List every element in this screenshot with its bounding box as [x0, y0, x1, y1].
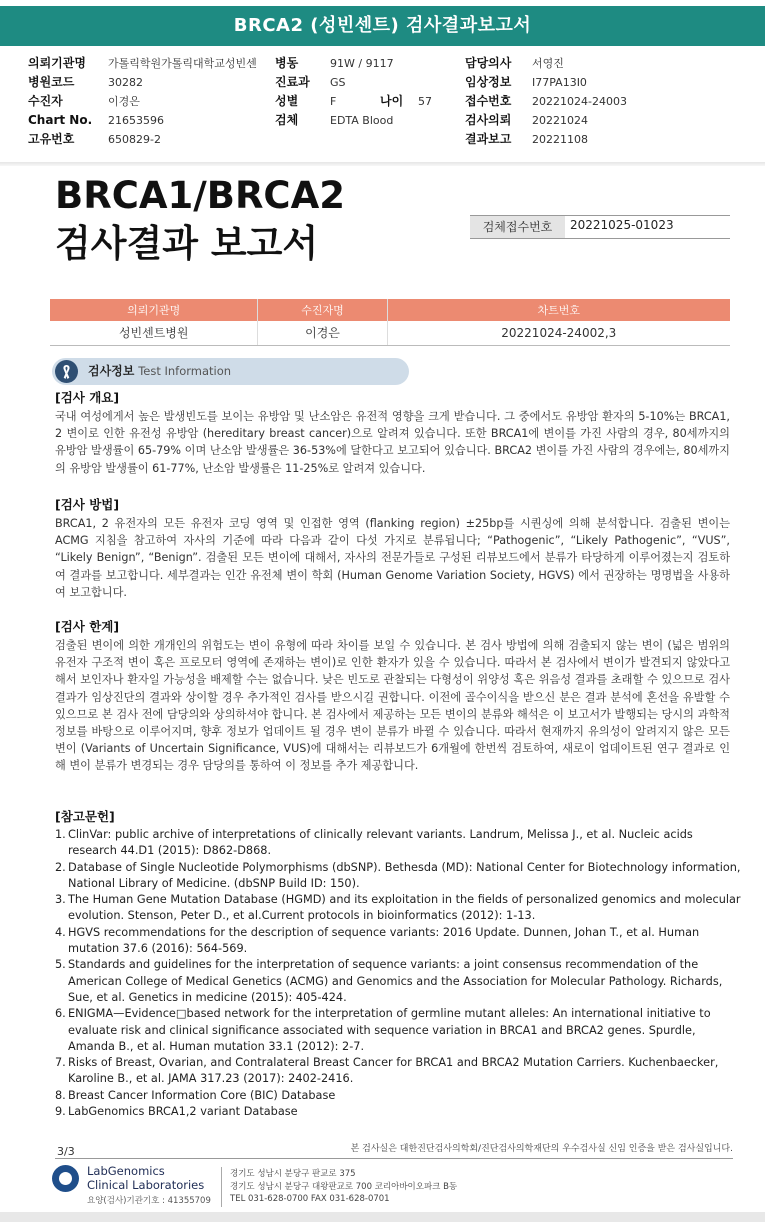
company-name-line1: LabGenomics	[87, 1164, 165, 1178]
overview-heading: [검사 개요]	[55, 390, 120, 405]
info-row-5	[28, 130, 748, 149]
ward-label: 병동	[275, 56, 299, 70]
unique-no-label: 고유번호	[28, 132, 75, 146]
limitations-heading: [검사 한계]	[55, 619, 120, 634]
age-value: 57	[418, 95, 432, 108]
institution-code: 요양(검사)기관기호 : 41355709	[87, 1196, 211, 1206]
table-header-cell: 수진자명	[258, 299, 387, 321]
list-item: 5. Standards and guidelines for the interpretation of sequence variants: a joint consensus recommendation of the American College of Medical Genetics (ACMG) and Genomics and the Association for Molecular Pathology. Richards, Sue, et al. Genetics in medicine (2015): 405-424.	[55, 958, 723, 1004]
table-row	[50, 321, 730, 345]
table-cell: 20221024-24002,3	[387, 321, 730, 345]
list-item: 3. The Human Gene Mutation Database (HGMD) and its exploitation in the fields of personalized genomics and molecular evolution. Stenson, Peter D., et al.Current protocols in bioinformatics (2012): 1-13.	[55, 893, 741, 923]
list-item: 2. Database of Single Nucleotide Polymorphisms (dbSNP). Bethesda (MD): National Center for Biotechnology information, National Library of Medicine. (dbSNP Build ID: 150).	[55, 860, 741, 890]
method-heading: [검사 방법]	[55, 497, 120, 512]
sex-value: F	[330, 95, 337, 108]
list-item: 9. LabGenomics BRCA1,2 variant Database	[55, 1105, 298, 1119]
footer-vertical-divider	[221, 1167, 222, 1207]
info-row-2	[28, 73, 748, 92]
company-name	[87, 1164, 204, 1192]
list-item: 4. HGVS recommendations for the description of sequence variants: 2016 Update. Dunnen, Johan T., et al. Human mutation 37.6 (2016): 564-569.	[55, 925, 700, 956]
sex-label: 성별	[275, 94, 299, 108]
ribbon-icon	[55, 360, 78, 383]
limitations-text: 검출된 변이에 의한 개개인의 위험도는 변이 유형에 따라 차이를 보일 수 있습니다. 본 검사 방법에 의해 검출되지 않는 변이 (넓은 범위의 유전자 구조적 변이 혹은 프로모터 영역에 존재하는 변이)로 인한 환자가 있을 수 있습니다. 따라서 본 검사에서 변이가 발견되지 않았다고 해서 보인자나 환자일 가능성을 배제할 수는 없습니다. 낮은 빈도로 관찰되는 다형성이 위양성 혹은 위음성 결과를 초래할 수 있으므로 검사 결과가 임상진단의 결과와 상이할 경우 추가적인 검사를 받으시길 권합니다. 이전에 골수이식을 받으신 분은 결과 분석에 혼선을 유발할 수 있으므로 본 검사 전에 담당의와 상의하셔야 합니다. 본 검사에서 제공하는 모든 변이의 분류와 해석은 이 보고서가 발행되는 당시의 과학적 정보를 바탕으로 이루어지며, 향후 정보가 업데이트 될 경우 변이 분류가 바뀔 수 있습니다. 따라서 현재까지 유의성이 알려지지 않은 모든 변이 (Variants of Uncertain Significance, VUS)에 대해서는 리뷰보드가 6개월에 한번씩 검토하여, 새로이 업데이트된 연구 결과로 인해 변이 분류가 변경되는 경우 담당의를 통하여 이 정보를 추가 제공합니다.	[55, 639, 730, 773]
labgenomics-logo-icon	[52, 1165, 79, 1192]
info-row-1	[28, 54, 748, 73]
address-line1: 경기도 성남시 분당구 판교로 375	[230, 1169, 356, 1179]
section-header-test-information	[52, 358, 409, 385]
dept-value: GS	[330, 76, 346, 89]
accession-value: 20221024-24003	[532, 95, 627, 108]
request-date-value: 20221024	[532, 114, 588, 127]
clinical-info-label: 임상정보	[465, 75, 512, 89]
patient-label: 수진자	[28, 94, 63, 108]
unique-no-value: 650829-2	[108, 133, 161, 146]
page-number: 3/3	[57, 1145, 75, 1158]
table-header-cell: 차트번호	[387, 299, 730, 321]
list-item: 6. ENIGMA—Evidence□based network for the interpretation of germline mutant alleles: An international initiative to evaluate risk and clinical significance associated with sequence variation in BRCA1 and BRCA2 genes. Spurdle, Amanda B., et al. Human mutation 33.1 (2012): 2-7.	[55, 1007, 711, 1053]
specimen-label: 검체	[275, 113, 299, 127]
page-bottom-band	[0, 1212, 765, 1222]
limitations-section	[55, 618, 730, 775]
patient-value: 이경은	[108, 95, 140, 108]
request-date-label: 검사의뢰	[465, 113, 512, 127]
method-text: BRCA1, 2 유전자의 모든 유전자 코딩 영역 및 인접한 영역 (flanking region) ±25bp를 시퀀싱에 의해 분석합니다. 검출된 변이는 ACMG 지침을 참고하여 자사의 기준에 따라 다음과 같이 다섯 가지로 분류됩니다; “Pathogenic”, “Likely Pathogenic”, “VUS”, “Likely Benign”, “Benign”. 검출된 모든 변이에 대해서, 자사의 전문가들로 구성된 리뷰보드에서 분류가 타당하게 이루어졌는지 검토하여 결과를 보고합니다. 세부결과는 인간 유전체 변이 학회 (Human Genome Variation Society, HGVS) 에서 권장하는 명명법을 사용하여 보고합니다.	[55, 517, 730, 599]
section-title	[88, 358, 231, 385]
hospital-code-value: 30282	[108, 76, 143, 89]
references-heading-block	[55, 808, 730, 825]
report-title	[55, 172, 345, 268]
patient-info-grid	[28, 54, 748, 149]
section-title-en: Test Information	[138, 364, 232, 378]
institution-label: 의뢰기관명	[28, 56, 86, 70]
table-cell: 이경은	[258, 321, 387, 345]
method-section	[55, 496, 730, 601]
certification-note: 본 검사실은 대한진단검사의학회/진단검사의학재단의 우수검사실 신임 인증을 받은 검사실입니다.	[350, 1144, 733, 1154]
report-title-line1: BRCA1/BRCA2	[55, 174, 345, 217]
ward-value: 91W / 9117	[330, 57, 394, 70]
receipt-label: 검체접수번호	[470, 216, 565, 238]
list-item: 8. Breast Cancer Information Core (BIC) Database	[55, 1088, 336, 1102]
overview-text: 국내 여성에게서 높은 발생빈도를 보이는 유방암 및 난소암은 유전적 영향을 크게 받습니다. 그 중에서도 유방암 환자의 5-10%는 BRCA1, 2 변이로 인한 유전성 유방암 (hereditary breast cancer)으로 알려져 있습니다. 또한 BRCA1에 변이를 가진 사람의 경우, 80세까지의 유방암 발생률이 65-79% 이며 난소암 발생률은 36-53%에 달한다고 보고되어 있습니다. BRCA2 변이를 가진 사람의 경우에는, 80세까지의 유방암 발생률이 61-77%, 난소암 발생률은 11-25%로 알려져 있습니다.	[55, 410, 730, 475]
section-title-ko: 검사정보	[88, 364, 135, 378]
specimen-value: EDTA Blood	[330, 114, 394, 127]
chart-no-value: 21653596	[108, 114, 164, 127]
references-heading: [참고문헌]	[55, 809, 115, 824]
doctor-value: 서영진	[532, 57, 564, 70]
hospital-code-label: 병원코드	[28, 75, 75, 89]
address-line2: 경기도 성남시 분당구 대왕판교로 700 코리아바이오파크 B동	[230, 1181, 458, 1192]
chart-no-label: Chart No.	[28, 113, 93, 127]
company-name-line2: Clinical Laboratories	[87, 1178, 205, 1192]
dept-label: 진료과	[275, 75, 310, 89]
list-item: 1. ClinVar: public archive of interpretations of clinically relevant variants. Landrum, Melissa J., et al. Nucleic acids research 44.D1 (2015): D862-D868.	[55, 828, 693, 858]
header-divider	[0, 162, 765, 166]
age-label: 나이	[380, 94, 404, 108]
references-list	[55, 827, 745, 1120]
table-cell: 성빈센트병원	[50, 321, 258, 345]
company-address	[230, 1168, 457, 1206]
contact-line: TEL 031-628-0700 FAX 031-628-0701	[230, 1194, 390, 1204]
report-date-value: 20221108	[532, 133, 588, 146]
table-header-row	[50, 299, 730, 321]
accession-label: 접수번호	[465, 94, 512, 108]
doctor-label: 담당의사	[465, 56, 512, 70]
overview-section	[55, 389, 730, 477]
footer-divider	[55, 1158, 733, 1159]
institution-value: 가톨릭학원가톨릭대학교성빈센	[108, 57, 257, 70]
list-item: 7. Risks of Breast, Ovarian, and Contralateral Breast Cancer for BRCA1 and BRCA2 Mutation Carriers. Kuchenbaecker, Karoline B., et al. JAMA 317.23 (2017): 2402-2416.	[55, 1056, 719, 1086]
patient-summary-table	[50, 299, 730, 346]
info-row-4	[28, 111, 748, 130]
report-title-line2: 검사결과 보고서	[55, 222, 319, 265]
report-date-label: 결과보고	[465, 132, 512, 146]
report-header-title: BRCA2 (성빈센트) 검사결과보고서	[0, 6, 765, 46]
receipt-number-box	[470, 215, 730, 239]
table-header-cell: 의뢰기관명	[50, 299, 258, 321]
clinical-info-value: I77PA13I0	[532, 76, 587, 89]
info-row-3	[28, 92, 748, 111]
receipt-value: 20221025-01023	[570, 218, 674, 232]
